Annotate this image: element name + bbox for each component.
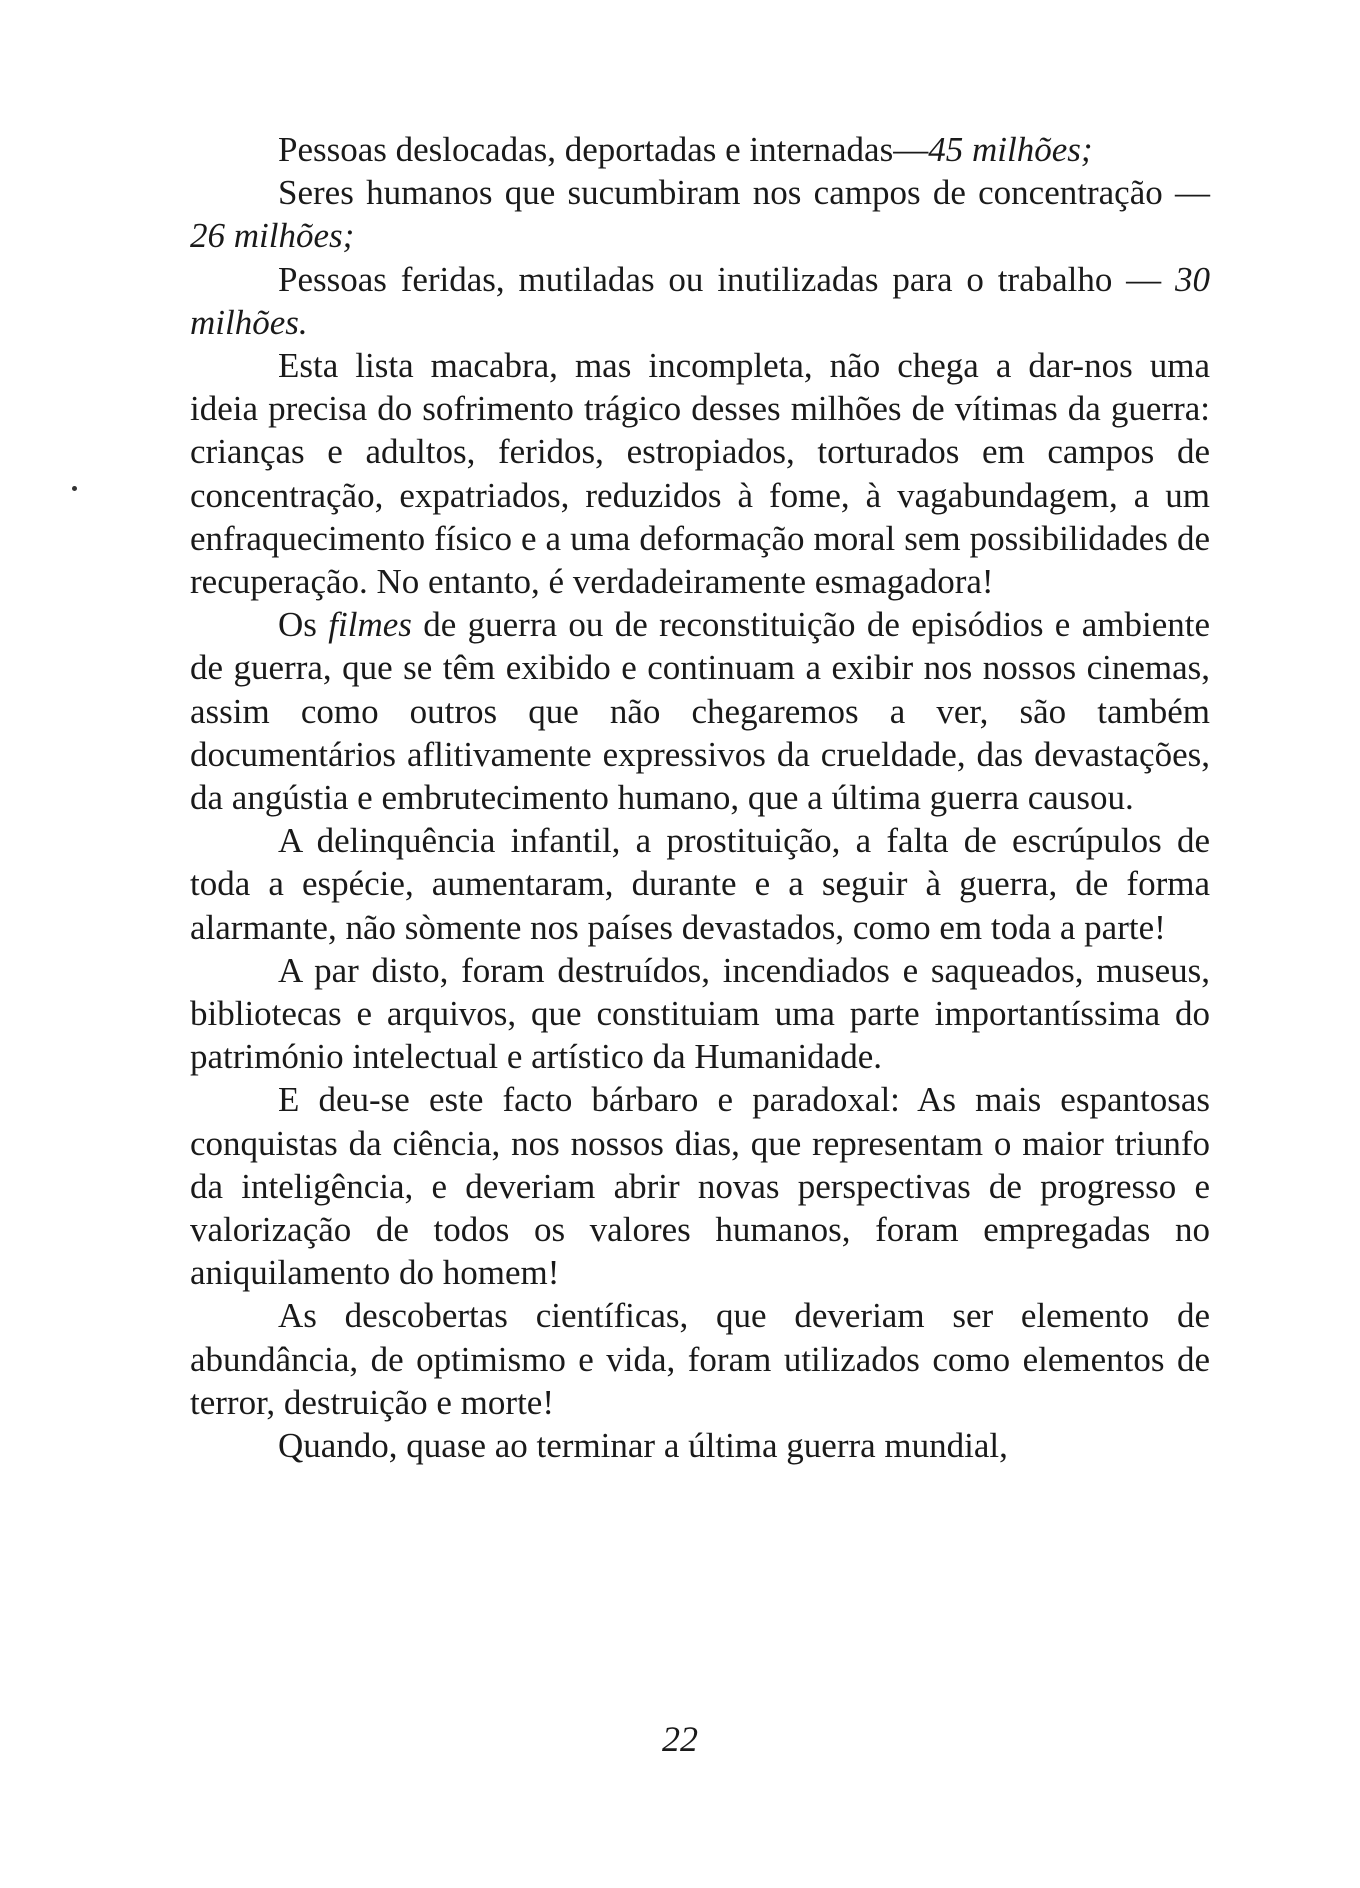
page-number: 22: [662, 1719, 698, 1759]
paragraph-paradox: E deu-se este facto bárbaro e paradoxal: As mais espantosas conquistas da ciência, nos nossos dias, que representam o maior triunfo da inteligência, e deveriam abrir novas perspectivas de progresso e valorização de todos os valores humanos, foram empregadas no aniquilamento do homem!: [190, 1080, 1210, 1293]
paragraph-ending: Quando, quase ao terminar a última guerra mundial,: [278, 1426, 1008, 1466]
paragraph-emphasis: 30 milhões.: [190, 259, 1210, 342]
paragraph-films: [190, 603, 1210, 819]
paragraph-text: Pessoas deslocadas, deportadas e internadas—: [278, 130, 929, 169]
paragraph-wounded: [190, 258, 1210, 344]
paragraph-macabre-list: Esta lista macabra, mas incompleta, não chega a dar-nos uma ideia precisa do sofrimento trágico desses milhões de vítimas da guerra: crianças e adultos, feridos, estropiados, torturados em campos de concentração, expatriados, reduzidos à fome, à vagabundagem, a um enfraquecimento físico e a uma deformação moral sem possibilidades de recuperação. No entanto, é verdadeiramente esmagadora!: [190, 346, 1210, 602]
page-body: [190, 128, 1210, 1648]
paragraph-museums: A par disto, foram destruídos, incendiados e saqueados, museus, bibliotecas e arquivos, que constituiam uma parte importantíssima do património intelectual e artístico da Humanidade.: [190, 950, 1210, 1077]
paragraph-text-pre: Os: [278, 605, 329, 645]
paragraph-emphasis: 45 milhões;: [928, 130, 1093, 169]
paragraph-text: Seres humanos que sucumbiram nos campos de concentração —: [278, 173, 1210, 213]
paragraph-emphasis: filmes: [328, 605, 412, 645]
paragraph-text: Pessoas feridas, mutiladas ou inutilizadas para o trabalho —: [278, 259, 1175, 299]
paragraph-text: de guerra ou de reconstituição de episódios e ambiente de guerra, que se têm exibido e continuam a exibir nos nossos cinemas, assim como outros que não chegaremos a ver, são também documentários aflitivamente expressivos da crueldade, das devastações, da angústia e embrutecimento humano, que a última guerra causou.: [190, 605, 1210, 818]
paragraph-displaced: [190, 128, 1210, 171]
paragraph-delinquency: A delinquência infantil, a prostituição, a falta de escrúpulos de toda a espécie, aumentaram, durante e a seguir à guerra, de forma alarmante, não sòmente nos países devastados, como em toda a parte!: [190, 821, 1210, 947]
paragraph-discoveries: As descobertas científicas, que deveriam ser elemento de abundância, de optimismo e vida, foram utilizados como elementos de terror, destruição e morte!: [190, 1296, 1210, 1422]
paragraph-emphasis: 26 milhões;: [190, 216, 355, 256]
paragraph-concentration-camps: [190, 171, 1210, 257]
scan-speck: [72, 486, 77, 491]
